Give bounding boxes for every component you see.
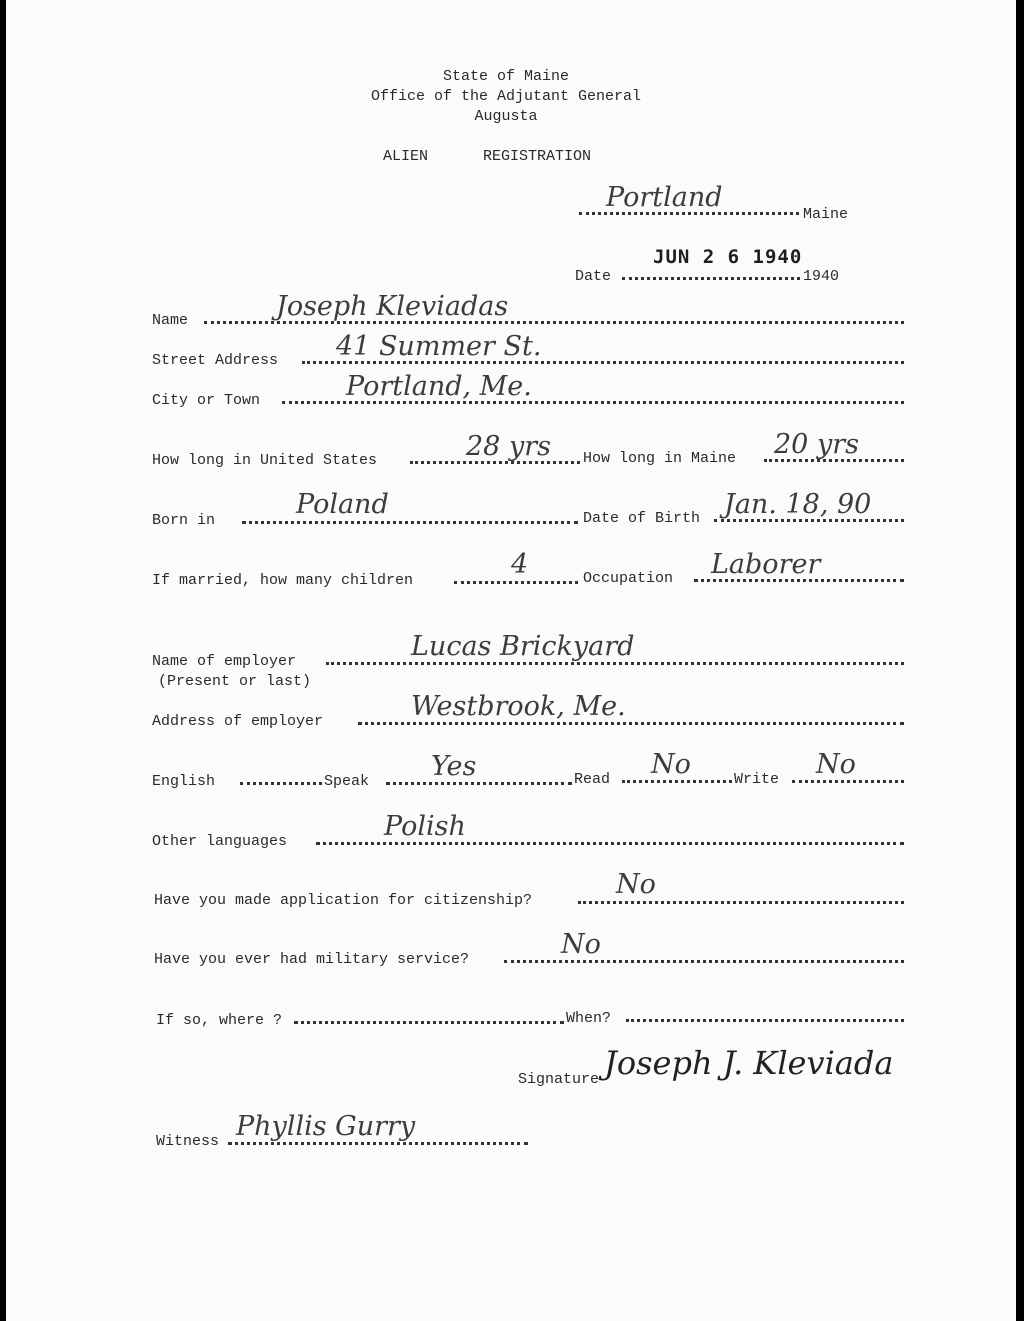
born-in-value: Poland <box>296 489 389 520</box>
dob-label: Date of Birth <box>583 510 701 527</box>
read-value: No <box>651 749 691 780</box>
place-state-label: Maine <box>803 206 849 223</box>
us-duration-value: 28 yrs <box>466 431 551 462</box>
employer-label: Name of employer <box>152 653 297 670</box>
citizenship-value: No <box>616 869 656 900</box>
when-dots <box>626 1013 904 1022</box>
city-value: Portland, Me. <box>346 371 532 402</box>
write-label: Write <box>734 771 780 788</box>
occupation-value: Laborer <box>711 549 821 580</box>
citizenship-label: Have you made application for citizenship? <box>154 892 533 909</box>
speak-label: Speak <box>324 773 370 790</box>
born-in-label: Born in <box>152 512 216 529</box>
employer-address-label: Address of employer <box>152 713 324 730</box>
header-city: Augusta <box>474 108 538 125</box>
occupation-label: Occupation <box>583 570 674 587</box>
place-city-value: Portland <box>606 182 723 213</box>
maine-duration-value: 20 yrs <box>774 429 859 460</box>
signature-value: Joseph J. Kleviada <box>604 1044 894 1082</box>
speak-dots <box>386 776 572 785</box>
employer-value: Lucas Brickyard <box>411 631 635 662</box>
date-year-label: 1940 <box>803 268 840 285</box>
read-label: Read <box>574 771 611 788</box>
city-label: City or Town <box>152 392 261 409</box>
employer-address-value: Westbrook, Me. <box>411 691 626 722</box>
other-languages-label: Other languages <box>152 833 288 850</box>
header-office: Office of the Adjutant General <box>370 88 642 105</box>
date-stamp: JUN 2 6 1940 <box>653 246 803 268</box>
us-duration-label: How long in United States <box>152 452 378 469</box>
where-label: If so, where ? <box>156 1012 283 1029</box>
children-value: 4 <box>511 549 529 580</box>
other-languages-value: Polish <box>384 811 466 842</box>
write-value: No <box>816 749 856 780</box>
name-label: Name <box>152 312 189 329</box>
header-state: State of Maine <box>442 68 570 85</box>
dob-value: Jan. 18, 90 <box>724 489 872 520</box>
english-dots <box>240 776 322 785</box>
signature-label: Signature <box>518 1071 600 1088</box>
english-label: English <box>152 773 216 790</box>
where-dots <box>294 1015 564 1024</box>
name-value: Joseph Kleviadas <box>276 291 509 322</box>
military-value: No <box>561 929 601 960</box>
children-label: If married, how many children <box>152 572 414 589</box>
maine-duration-label: How long in Maine <box>583 450 737 467</box>
employer-sublabel: (Present or last) <box>158 673 312 690</box>
witness-value: Phyllis Gurry <box>236 1111 416 1142</box>
speak-value: Yes <box>431 751 477 782</box>
title-registration: REGISTRATION <box>483 148 592 165</box>
street-value: 41 Summer St. <box>336 331 542 362</box>
form-sheet <box>6 0 1016 1321</box>
date-dots <box>622 271 800 280</box>
born-in-dots <box>242 515 578 524</box>
when-label: When? <box>566 1010 612 1027</box>
street-label: Street Address <box>152 352 279 369</box>
military-label: Have you ever had military service? <box>154 951 470 968</box>
witness-label: Witness <box>156 1133 220 1150</box>
date-label: Date <box>575 268 612 285</box>
title-alien: ALIEN <box>383 148 429 165</box>
